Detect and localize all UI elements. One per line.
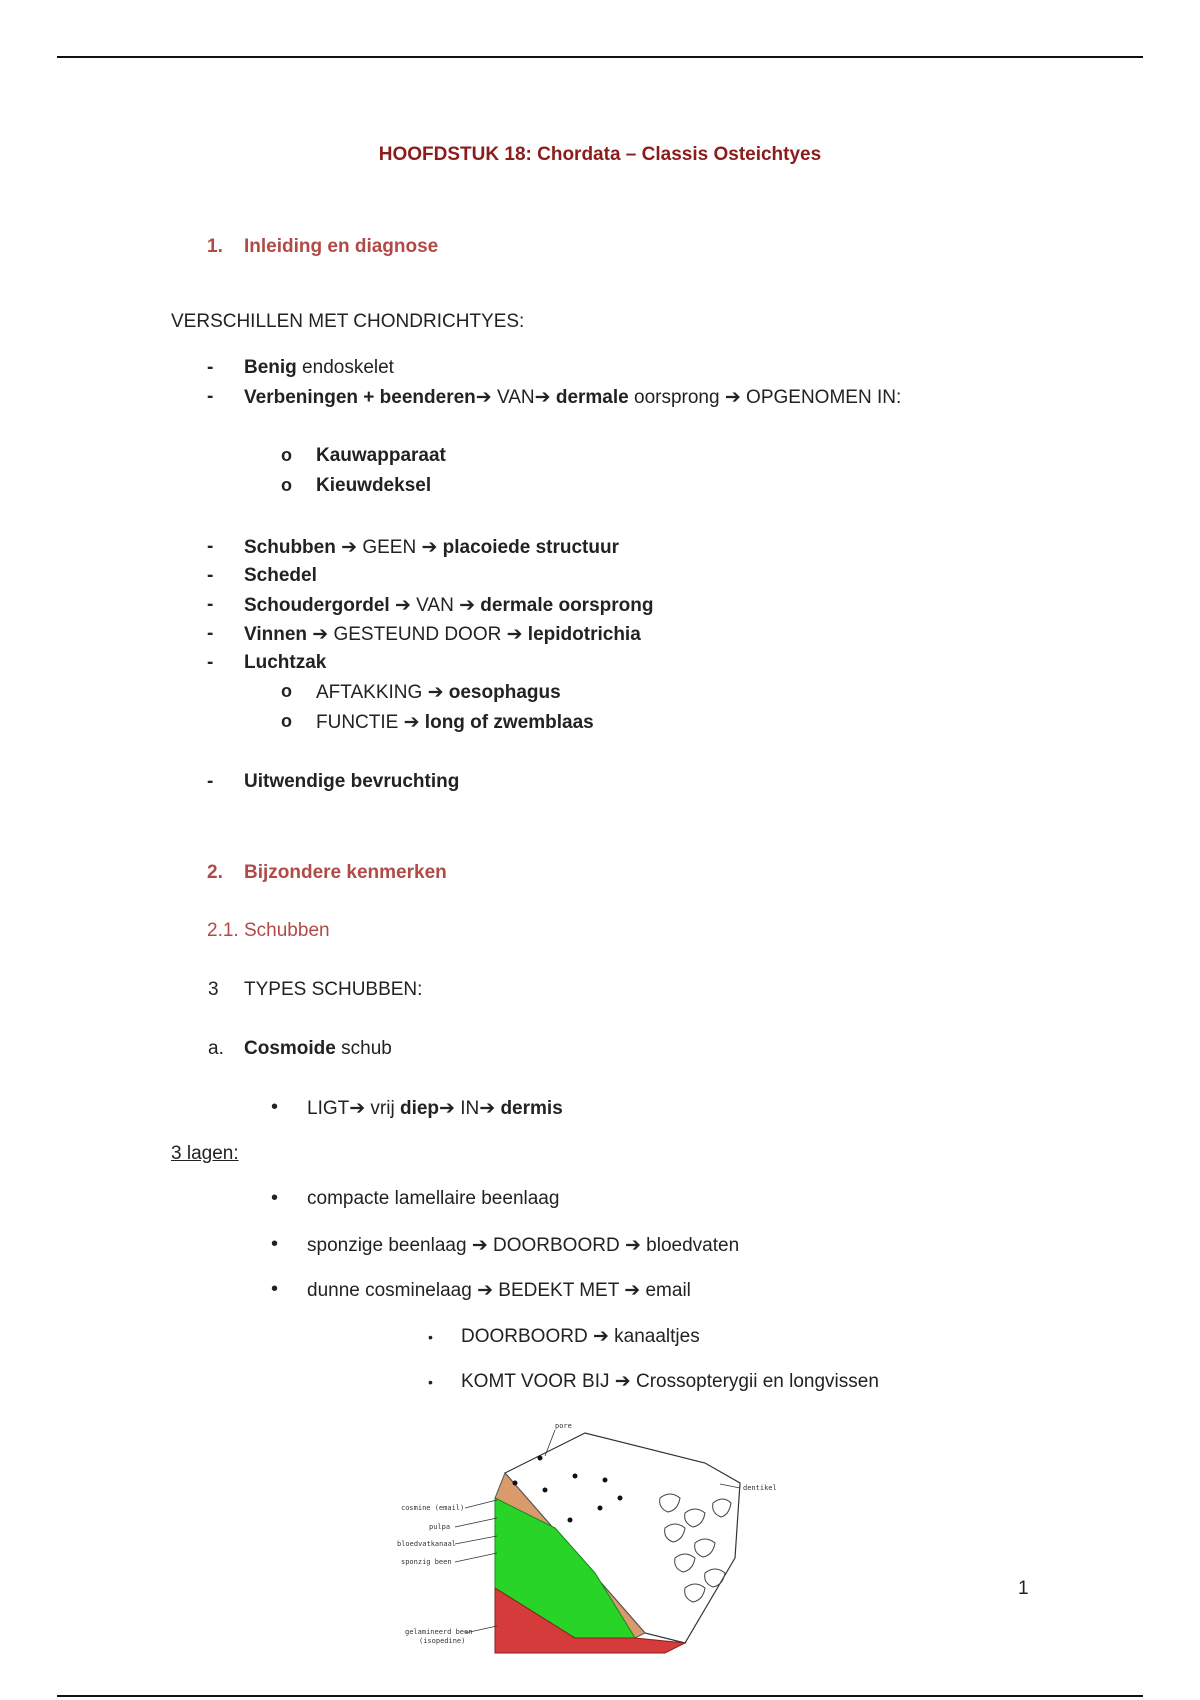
list-circle: o	[281, 475, 292, 495]
list-item-compacte: compacte lamellaire beenlaag	[307, 1188, 560, 1209]
list-circle: o	[281, 445, 292, 465]
cosmoid-scale-figure	[395, 1418, 815, 1658]
list-item-aftakking: AFTAKKING ➔ oesophagus	[316, 682, 561, 703]
list-item-ligt: LIGT➔ vrij diep➔ IN➔ dermis	[307, 1098, 563, 1119]
list-item-uitwendige: Uitwendige bevruchting	[244, 771, 460, 792]
cosmoide-letter: a.	[208, 1038, 224, 1059]
top-rule	[57, 56, 1143, 58]
list-item-schubben: Schubben ➔ GEEN ➔ placoiede structuur	[244, 537, 619, 558]
list-item-schedel: Schedel	[244, 565, 317, 586]
list-dash: -	[207, 357, 214, 378]
types-number: 3	[208, 979, 219, 1000]
page-title: HOOFDSTUK 18: Chordata – Classis Osteichtyes	[378, 144, 822, 165]
list-item-komt-voor-bij: KOMT VOOR BIJ ➔ Crossopterygii en longvissen	[461, 1371, 879, 1392]
figure-label-sponzig: sponzig been	[401, 1558, 452, 1566]
bullet: •	[271, 1278, 279, 1300]
bottom-rule	[57, 1695, 1143, 1697]
section-2-1-number: 2.1.	[207, 920, 239, 941]
bullet: •	[271, 1096, 279, 1118]
figure-label-isopedine: (isopedine)	[419, 1637, 466, 1645]
section-1-number: 1.	[207, 236, 223, 257]
small-bullet: •	[428, 1329, 433, 1345]
figure-label-pulpa: pulpa	[429, 1523, 451, 1531]
list-dash: -	[207, 652, 214, 673]
list-item-luchtzak: Luchtzak	[244, 652, 327, 673]
figure-label-cosmine: cosmine (email)	[401, 1504, 465, 1512]
figure-label-bloedvat: bloedvatkanaal	[397, 1540, 457, 1548]
list-item-sponzige: sponzige beenlaag ➔ DOORBOORD ➔ bloedvaten	[307, 1235, 740, 1256]
bullet: •	[271, 1233, 279, 1255]
bullet: •	[271, 1187, 279, 1209]
figure-label-dentikel: dentikel	[743, 1484, 777, 1492]
list-item-dunne: dunne cosminelaag ➔ BEDEKT MET ➔ email	[307, 1280, 691, 1301]
types-heading: TYPES SCHUBBEN:	[244, 979, 423, 1000]
list-item-verbeningen: Verbeningen + beenderen➔ VAN➔ dermale oorsprong ➔ OPGENOMEN IN:	[244, 387, 902, 408]
small-bullet: •	[428, 1374, 433, 1390]
figure-label-gelamineerd: gelamineerd been	[405, 1628, 473, 1636]
page-number: 1	[1018, 1578, 1029, 1599]
list-circle: o	[281, 681, 292, 701]
list-dash: -	[207, 623, 214, 644]
list-dash: -	[207, 594, 214, 615]
list-dash: -	[207, 565, 214, 586]
cosmoid-scale-illustration	[395, 1418, 815, 1658]
section-1-heading: Inleiding en diagnose	[244, 236, 439, 257]
list-item-schoudergordel: Schoudergordel ➔ VAN ➔ dermale oorsprong	[244, 595, 654, 616]
section-2-number: 2.	[207, 862, 223, 883]
list-dash: -	[207, 536, 214, 557]
list-circle: o	[281, 711, 292, 731]
lagen-heading: 3 lagen:	[171, 1143, 239, 1164]
list-dash: -	[207, 386, 214, 407]
list-item-kieuwdeksel: Kieuwdeksel	[316, 475, 432, 496]
list-item-vinnen: Vinnen ➔ GESTEUND DOOR ➔ lepidotrichia	[244, 624, 641, 645]
section-2-1-heading: Schubben	[244, 920, 330, 941]
section-2-heading: Bijzondere kenmerken	[244, 862, 447, 883]
list-item-benig: Benig endoskelet	[244, 357, 394, 378]
list-dash: -	[207, 771, 214, 792]
list-item-kauwapparaat: Kauwapparaat	[316, 445, 446, 466]
figure-label-pore: pore	[555, 1422, 572, 1430]
cosmoide-heading: Cosmoide schub	[244, 1038, 392, 1059]
list-item-doorboord: DOORBOORD ➔ kanaaltjes	[461, 1326, 700, 1347]
differences-heading: VERSCHILLEN MET CHONDRICHTYES:	[171, 311, 525, 332]
list-item-functie: FUNCTIE ➔ long of zwemblaas	[316, 712, 594, 733]
